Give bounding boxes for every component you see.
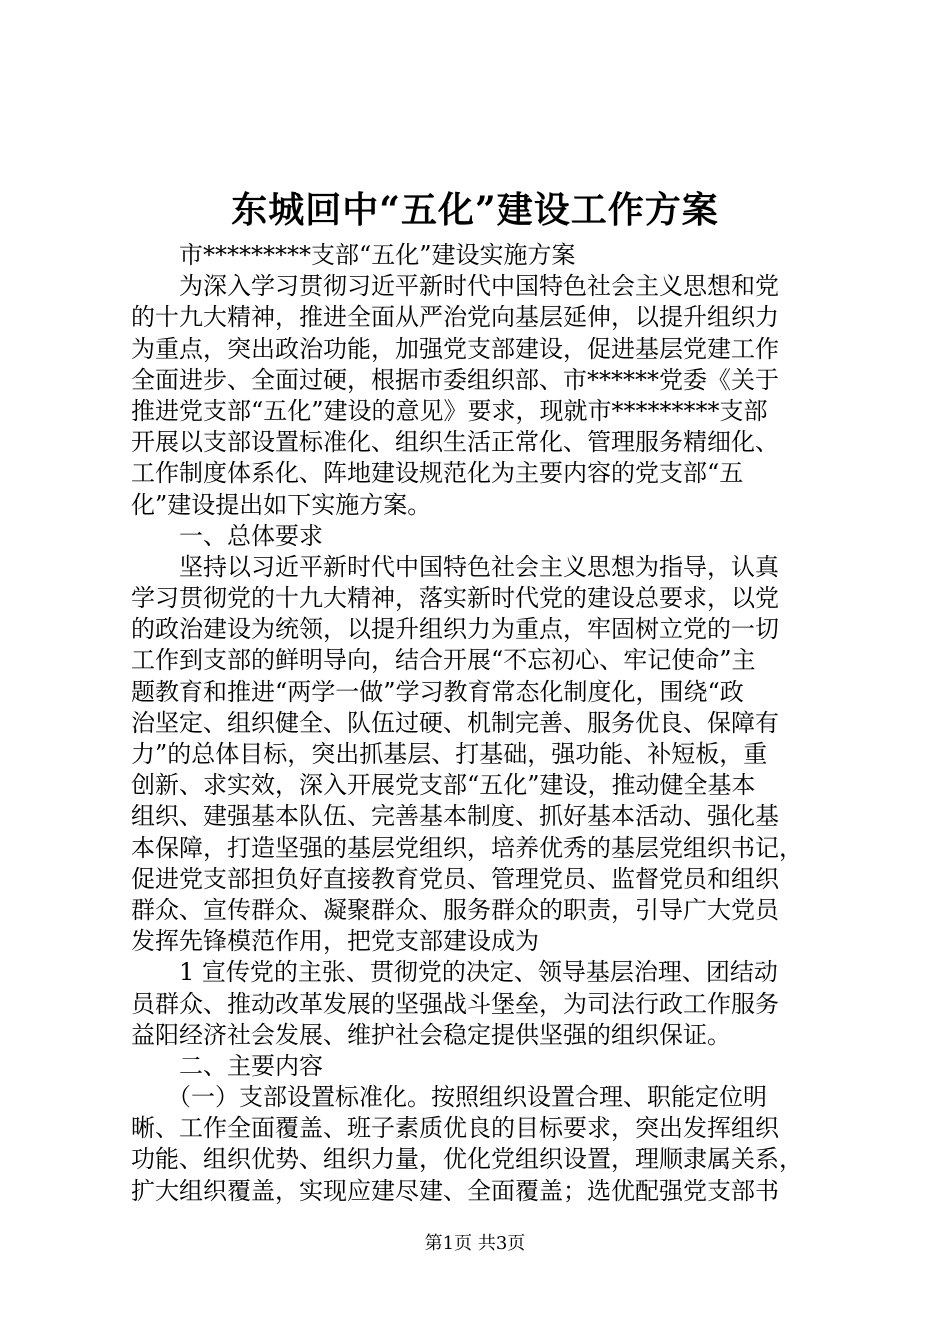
body-text-line: 1 宣传党的主张、贯彻党的决定、领导基层治理、团结动 <box>131 958 778 987</box>
body-text-line: 工作到支部的鲜明导向，结合开展“不忘初心、牢记使命”主 <box>131 646 756 675</box>
body-text-line: 全面进步、全面过硬，根据市委组织部、市******党委《关于 <box>131 365 779 394</box>
body-text-line: 晰、工作全面覆盖、班子素质优良的目标要求，突出发挥组织 <box>131 1114 779 1143</box>
body-text-line: 促进党支部担负好直接教育党员、管理党员、监督党员和组织 <box>131 864 779 893</box>
body-text-line: 力”的总体目标，突出抓基层、打基础，强功能、补短板，重 <box>131 740 768 768</box>
body-text-line: 群众、宣传群众、凝聚群众、服务群众的职责，引导广大党员 <box>131 895 779 924</box>
body-text-line: （一）支部设置标准化。按照组织设置合理、职能定位明 <box>131 1083 767 1112</box>
body-text-line: 学习贯彻党的十九大精神，落实新时代党的建设总要求，以党 <box>131 584 779 613</box>
body-text-line: 发挥先锋模范作用，把党支部建设成为 <box>131 927 539 956</box>
body-text-line: 为重点，突出政治功能，加强党支部建设，促进基层党建工作 <box>131 334 779 363</box>
body-text-line: 市*********支部“五化”建设实施方案 <box>131 241 576 269</box>
body-text-line: 治坚定、组织健全、队伍过硬、机制完善、服务优良、保障有 <box>131 708 779 737</box>
body-text-line: 组织、建强基本队伍、完善基本制度、抓好基本活动、强化基 <box>131 802 779 831</box>
body-text-line: 为深入学习贯彻习近平新时代中国特色社会主义思想和党 <box>131 272 779 301</box>
body-text-line: 员群众、推动改革发展的坚强战斗堡垒，为司法行政工作服务 <box>131 989 779 1018</box>
document-body <box>131 240 831 1207</box>
body-text-line: 创新、求实效，深入开展党支部“五化”建设，推动健全基本 <box>131 771 756 800</box>
body-text-line: 推进党支部“五化”建设的意见》要求，现就市*********支部 <box>131 396 768 425</box>
document-title: 东城回中“五化”建设工作方案 <box>231 189 719 231</box>
body-text-line: 本保障，打造坚强的基层党组织，培养优秀的基层党组织书记， <box>131 833 803 862</box>
body-text-line: 化”建设提出如下实施方案。 <box>131 490 432 519</box>
body-text-line: 工作制度体系化、阵地建设规范化为主要内容的党支部“五 <box>131 459 744 488</box>
body-text-line: 题教育和推进“两学一做”学习教育常态化制度化，围绕“政 <box>131 677 744 706</box>
body-text-line: 坚持以习近平新时代中国特色社会主义思想为指导，认真 <box>131 552 779 581</box>
page-footer: 第1页 共3页 <box>424 1233 526 1254</box>
body-text-line: 的十九大精神，推进全面从严治党向基层延伸，以提升组织力 <box>131 303 779 332</box>
body-text-line: 功能、组织优势、组织力量，优化党组织设置，理顺隶属关系， <box>131 1145 803 1174</box>
body-text-line: 的政治建设为统领，以提升组织力为重点，牢固树立党的一切 <box>131 615 779 644</box>
body-text-line: 扩大组织覆盖，实现应建尽建、全面覆盖；选优配强党支部书 <box>131 1176 779 1205</box>
body-text-line: 一、总体要求 <box>131 521 323 550</box>
body-text-line: 二、主要内容 <box>131 1051 323 1080</box>
body-text-line: 益阳经济社会发展、维护社会稳定提供坚强的组织保证。 <box>131 1020 731 1049</box>
body-text-line: 开展以支部设置标准化、组织生活正常化、管理服务精细化、 <box>131 428 779 457</box>
